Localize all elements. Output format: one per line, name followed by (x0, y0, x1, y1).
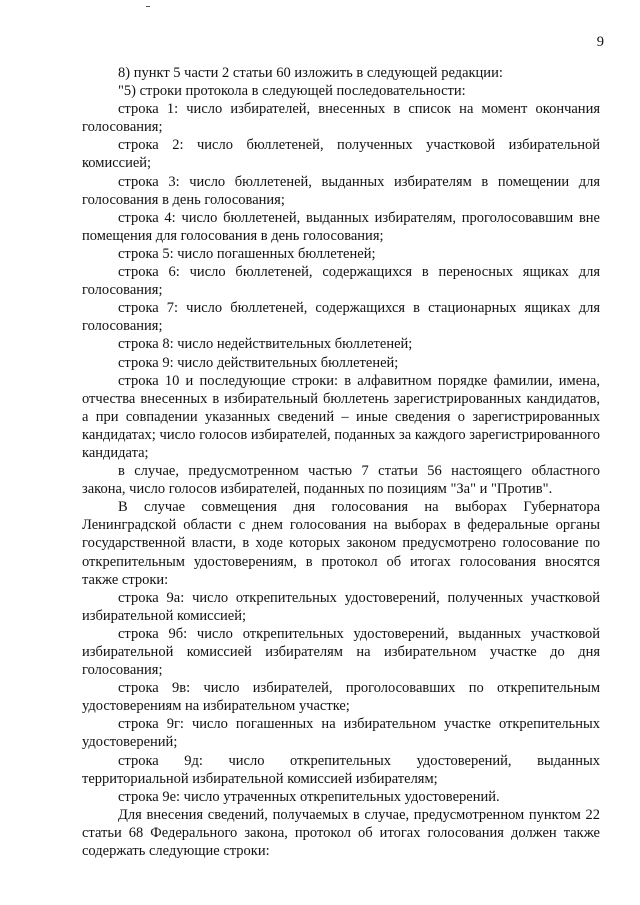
scan-mark (146, 6, 150, 7)
paragraph: строка 3: число бюллетеней, выданных избирателям в помещении для голосования в день голосования; (82, 173, 600, 208)
paragraph: строка 8: число недействительных бюллетеней; (118, 336, 413, 353)
paragraph: Для внесения сведений, получаемых в случае, предусмотренном пунктом 22 статьи 68 Федерального закона, протокол об итогах голосования должен также содержать следующие строки: (82, 806, 600, 860)
document-body (82, 64, 600, 860)
paragraph: строка 9: число действительных бюллетеней; (118, 354, 399, 371)
paragraph: строка 1: число избирателей, внесенных в список на момент окончания голосования; (82, 101, 600, 136)
paragraph: строка 7: число бюллетеней, содержащихся в стационарных ящиках для голосования; (82, 300, 600, 335)
paragraph: строка 5: число погашенных бюллетеней; (118, 245, 376, 262)
paragraph: 8) пункт 5 части 2 статьи 60 изложить в следующей редакции: (118, 65, 503, 81)
paragraph: строка 9в: число избирателей, проголосовавших по открепительным удостоверениям на избирательном участке; (82, 680, 600, 715)
page-number: 9 (596, 34, 604, 50)
paragraph: строка 2: число бюллетеней, полученных участковой избирательной комиссией; (82, 137, 600, 172)
paragraph: строка 9д: число открепительных удостоверений, выданных территориальной избирательной комиссией избирателям; (82, 752, 600, 787)
paragraph: строка 10 и последующие строки: в алфавитном порядке фамилии, имена, отчества внесенных в избирательный бюллетень зарегистрированных кандидатов, а при совпадении указанных сведений – иные сведения о зарегистрированных кандидатах; число голосов избирателей, поданных за каждого зарегистрированного кандидата; (82, 372, 600, 461)
paragraph: строка 4: число бюллетеней, выданных избирателям, проголосовавшим вне помещения для голосования в день голосования; (82, 209, 600, 244)
paragraph: строка 9е: число утраченных открепительных удостоверений. (118, 788, 500, 805)
paragraph: В случае совмещения дня голосования на выборах Губернатора Ленинградской области с днем голосования на выборах в федеральные органы государственной власти, в ходе которых законом предусмотрено голосование по открепительным удостоверениям, в протокол об итогах голосования вносятся также строки: (82, 499, 600, 588)
paragraph: строка 9а: число открепительных удостоверений, полученных участковой избирательной комиссией; (82, 589, 600, 624)
paragraph: в случае, предусмотренном частью 7 статьи 56 настоящего областного закона, число голосов избирателей, поданных по позициям "За" и "Против". (82, 463, 600, 498)
paragraph: строка 9б: число открепительных удостоверений, выданных участковой избирательной комиссией избирателям на избирательном участке до дня голосования; (82, 625, 600, 679)
paragraph: строка 6: число бюллетеней, содержащихся в переносных ящиках для голосования; (82, 264, 600, 299)
paragraph: строка 9г: число погашенных на избирательном участке открепительных удостоверений; (82, 716, 600, 751)
paragraph: "5) строки протокола в следующей последовательности: (118, 83, 466, 100)
